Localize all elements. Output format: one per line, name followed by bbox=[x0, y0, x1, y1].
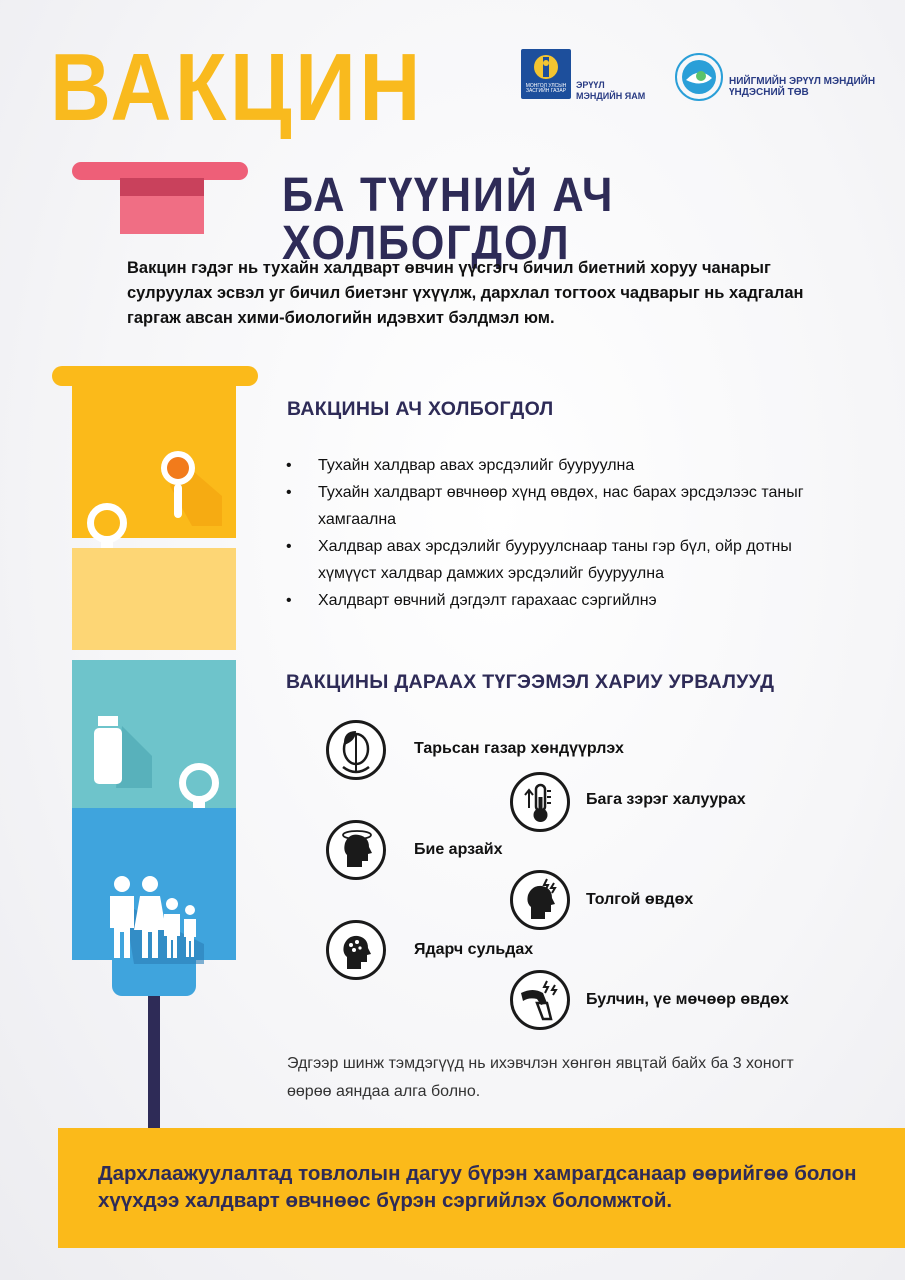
headache-icon bbox=[510, 870, 570, 930]
page-title: ВАКЦИН bbox=[50, 34, 424, 141]
syringe-needle bbox=[148, 996, 160, 1136]
reaction-label: Тарьсан газар хөндүүрлэх bbox=[414, 740, 624, 757]
joint-pain-icon bbox=[510, 970, 570, 1030]
magnifier-icon bbox=[158, 446, 222, 531]
reaction-label: Бие арзайх bbox=[414, 841, 503, 858]
importance-item: • Халдвар авах эрсдэлийг бууруулснаар таны гэр бүл, ойр дотны хүмүүст халдвар дамжих эрсдэлийг бууруулна bbox=[286, 533, 846, 587]
center-name-line1: НИЙГМИЙН ЭРҮҮЛ МЭНДИЙН bbox=[729, 76, 876, 87]
ministry-emblem-caption: МОНГОЛ УЛСЫН ЗАСГИЙН ГАЗАР bbox=[525, 83, 567, 94]
syringe-plunger-stem bbox=[120, 178, 204, 234]
importance-list bbox=[286, 452, 846, 614]
thermometer-icon bbox=[510, 772, 570, 832]
importance-item: • Тухайн халдвар авах эрсдэлийг бууруулна bbox=[286, 452, 846, 479]
fatigue-head-icon bbox=[326, 920, 386, 980]
ministry-name-line2: МЭНДИЙН ЯАМ bbox=[576, 91, 646, 101]
family-icon bbox=[104, 874, 204, 969]
reaction-label: Ядарч сульдах bbox=[414, 941, 534, 958]
vial-icon bbox=[92, 716, 152, 793]
chills-head-icon bbox=[326, 820, 386, 880]
vaccine-definition: Вакцин гэдэг нь тухайн халдварт өвчин үүсгэгч бичил биетний хоруу чанарыг сулруулах эсвэл уг бичил биетэнг үхүүлж, дархлал тогтоох чадварыг нь хадгалан гаргаж авсан хими-биологийн идэвхит бэлдмэл юм. bbox=[127, 259, 804, 327]
reaction-label: Толгой өвдөх bbox=[586, 891, 694, 908]
reaction-label: Булчин, үе мөчөөр өвдөх bbox=[586, 991, 789, 1008]
center-name-line2: ҮНДЭСНИЙ ТӨВ bbox=[729, 87, 809, 98]
public-health-center-name bbox=[729, 76, 875, 98]
reaction-label: Бага зэрэг халуурах bbox=[586, 791, 746, 808]
reactions-heading: ВАКЦИНЫ ДАРААХ ТҮГЭЭМЭЛ ХАРИУ УРВАЛУУД bbox=[286, 671, 775, 693]
ministry-name bbox=[576, 80, 645, 102]
reactions-note: Эдгээр шинж тэмдэгүүд нь ихэвчлэн хөнгөн явцтай байх ба 3 хоногт өөрөө аяндаа алга болно. bbox=[287, 1055, 794, 1100]
public-health-center-logo bbox=[674, 52, 724, 107]
bottom-banner-text: Дархлаажуулалтад товлолын дагуу бүрэн хамрагдсанаар өөрийгөө болон хүүхдээ халдварт өвчнөөс бүрэн сэргийлэх боломжтой. bbox=[98, 1162, 857, 1212]
ministry-name-line1: ЭРҮҮЛ bbox=[576, 80, 605, 90]
importance-item: • Халдварт өвчний дэгдэлт гарахаас сэргийлнэ bbox=[286, 587, 846, 614]
face-icon bbox=[326, 720, 386, 780]
importance-item: • Тухайн халдварт өвчнөөр хүнд өвдөх, нас барах эрсдэлээс таныг хамгаална bbox=[286, 479, 846, 533]
syringe-flange bbox=[52, 366, 258, 386]
importance-heading: ВАКЦИНЫ АЧ ХОЛБОГДОЛ bbox=[287, 398, 554, 420]
page-subtitle: БА ТҮҮНИЙ АЧ ХОЛБОГДОЛ bbox=[282, 169, 615, 270]
syringe-segment-light-yellow bbox=[72, 548, 236, 650]
